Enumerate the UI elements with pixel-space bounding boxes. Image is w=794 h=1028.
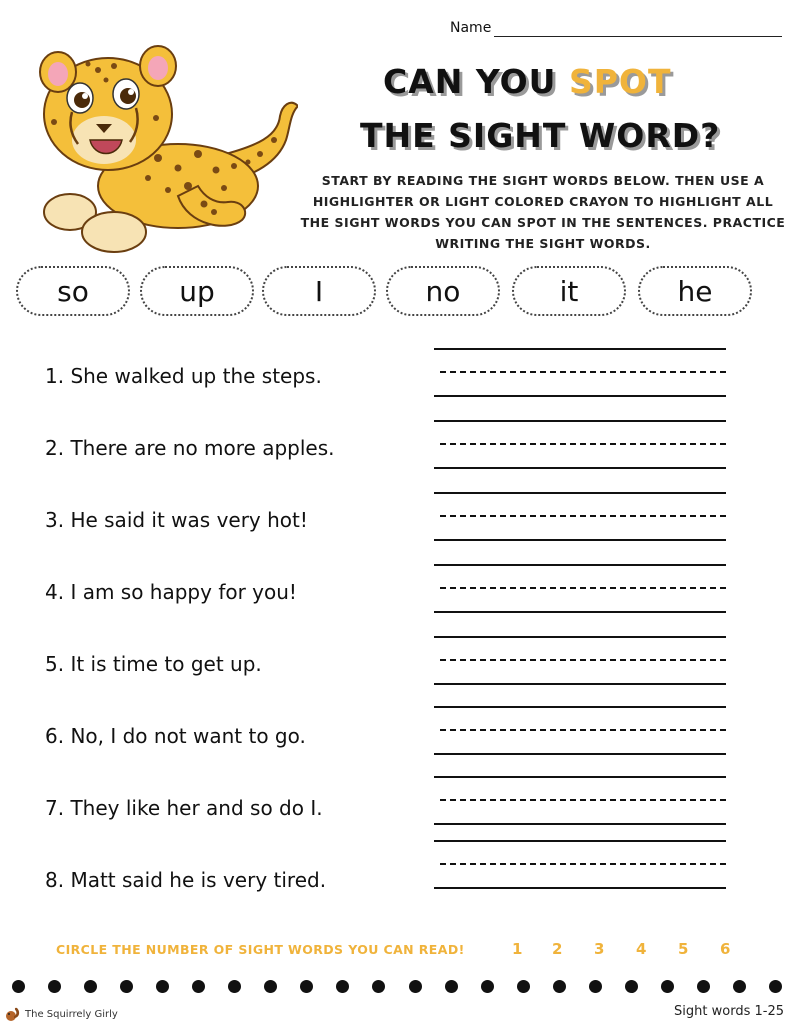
divider-dot [625,980,638,993]
sentence-6: 6. No, I do not want to go. [45,724,306,748]
sight-word-pill: up [140,266,254,316]
worksheet-title-line-1 [383,62,671,101]
writing-lines-6[interactable] [434,706,726,754]
sentence-4: 4. I am so happy for you! [45,580,297,604]
divider-dot [120,980,133,993]
count-option-5[interactable]: 5 [678,940,689,958]
divider-dot [156,980,169,993]
divider-dot [733,980,746,993]
divider-dot [697,980,710,993]
count-option-6[interactable]: 6 [720,940,731,958]
divider-dot [481,980,494,993]
divider-dot [517,980,530,993]
divider-dot [409,980,422,993]
circle-number-prompt: CIRCLE THE NUMBER OF SIGHT WORDS YOU CAN READ! [56,942,465,957]
sentence-7: 7. They like her and so do I. [45,796,323,820]
divider-dot [48,980,61,993]
divider-dot [264,980,277,993]
divider-dot [553,980,566,993]
sight-word-pill: he [638,266,752,316]
divider-dot [769,980,782,993]
name-write-line [494,36,782,37]
writing-lines-2[interactable] [434,420,726,468]
writing-lines-8[interactable] [434,840,726,888]
writing-lines-5[interactable] [434,636,726,684]
dotted-divider [12,980,782,994]
writing-lines-7[interactable] [434,776,726,824]
sentence-3: 3. He said it was very hot! [45,508,308,532]
divider-dot [228,980,241,993]
cheetah-illustration [28,36,298,254]
count-option-2[interactable]: 2 [552,940,563,958]
count-option-3[interactable]: 3 [594,940,605,958]
squirrel-logo-icon [5,1006,21,1022]
page-label: Sight words 1-25 [674,1004,784,1019]
worksheet-title-line-2: THE SIGHT WORD? [360,116,721,155]
instructions-text: START BY READING THE SIGHT WORDS BELOW. THEN USE A HIGHLIGHTER OR LIGHT COLORED CRAYON TO HIGHLIGHT ALL THE SIGHT WORDS YOU CAN SPOT IN THE SENTENCES. PRACTICE WRITING THE SIGHT WORDS. [300,173,786,251]
divider-dot [84,980,97,993]
sight-word-pill: it [512,266,626,316]
divider-dot [300,980,313,993]
sentence-8: 8. Matt said he is very tired. [45,868,327,892]
name-field-row [450,18,784,40]
sight-word-pill: no [386,266,500,316]
count-option-1[interactable]: 1 [512,940,523,958]
title-part: CAN YOU [383,62,569,101]
divider-dot [336,980,349,993]
sight-word-pill: I [262,266,376,316]
divider-dot [192,980,205,993]
writing-lines-4[interactable] [434,564,726,612]
divider-dot [661,980,674,993]
divider-dot [589,980,602,993]
writing-lines-1[interactable] [434,348,726,396]
name-label: Name [450,20,492,36]
title-accent-word: SPOT [568,62,672,101]
sentence-2: 2. There are no more apples. [45,436,335,460]
sight-word-pill: so [16,266,130,316]
divider-dot [372,980,385,993]
brand-label: The Squirrely Girly [25,1008,118,1020]
writing-lines-3[interactable] [434,492,726,540]
sentence-1: 1. She walked up the steps. [45,364,322,388]
divider-dot [445,980,458,993]
divider-dot [12,980,25,993]
sentence-5: 5. It is time to get up. [45,652,262,676]
count-option-4[interactable]: 4 [636,940,647,958]
brand [5,1006,118,1022]
